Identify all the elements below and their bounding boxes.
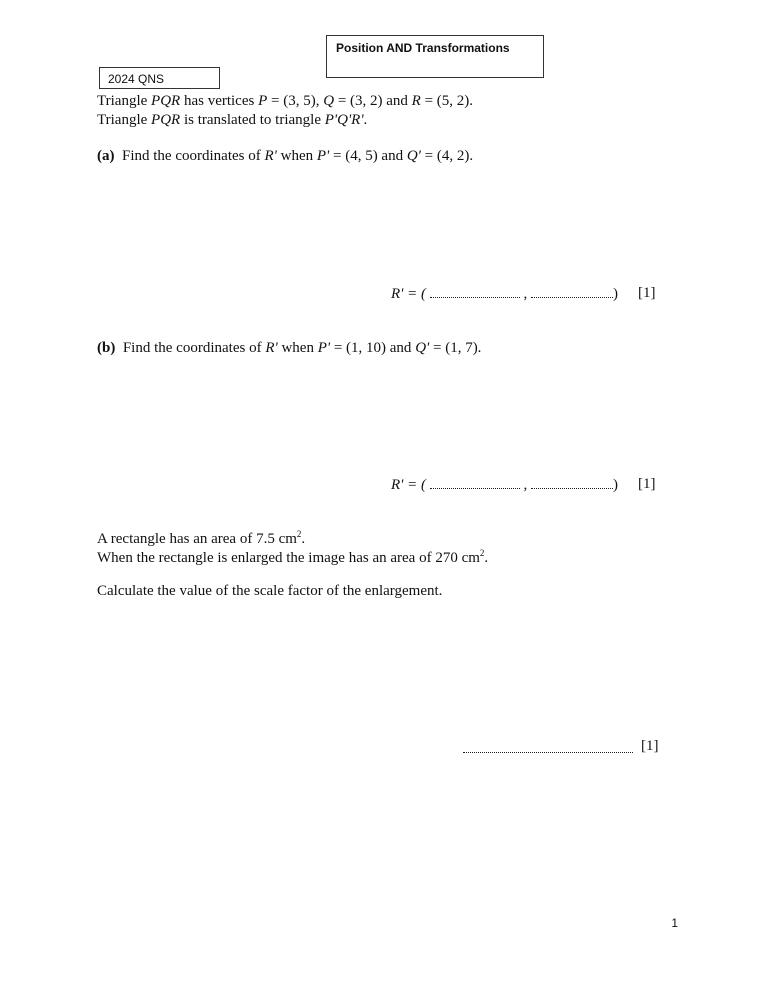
answer-blank-x[interactable] bbox=[430, 476, 520, 489]
q1-intro-line1 bbox=[97, 93, 473, 110]
text: when bbox=[276, 148, 317, 164]
text: P'Q'R' bbox=[324, 112, 364, 128]
text: . bbox=[363, 112, 368, 128]
text: P' bbox=[316, 148, 330, 164]
text: When the rectangle is enlarged the image has an area of 270 cm bbox=[97, 550, 480, 566]
text: = (3, 2) and bbox=[334, 93, 412, 109]
text: has vertices bbox=[180, 93, 259, 109]
answer-prefix: R' = ( bbox=[391, 477, 426, 493]
q2-line3: Calculate the value of the scale factor of the enlargement. bbox=[97, 583, 443, 599]
text: is translated to triangle bbox=[180, 112, 325, 128]
part-label: (b) bbox=[97, 340, 116, 356]
text: R bbox=[411, 93, 421, 109]
page-number: 1 bbox=[671, 916, 678, 930]
text: = (4, 5) and bbox=[329, 148, 407, 164]
q2-line2 bbox=[97, 548, 488, 567]
text: PQR bbox=[151, 93, 181, 109]
text: A rectangle has an area of 7.5 cm bbox=[97, 531, 297, 547]
text: when bbox=[277, 340, 318, 356]
comma: , bbox=[523, 477, 528, 493]
text: Triangle bbox=[97, 93, 152, 109]
q1a-prompt bbox=[97, 148, 473, 165]
superscript: 2 bbox=[479, 548, 485, 558]
text: = (5, 2). bbox=[420, 93, 474, 109]
text: PQR bbox=[151, 112, 181, 128]
page-title: Position AND Transformations bbox=[336, 41, 510, 55]
q1a-answer-line bbox=[391, 285, 618, 303]
part-label: (a) bbox=[97, 148, 115, 164]
superscript: 2 bbox=[296, 529, 302, 539]
q2-line1 bbox=[97, 529, 305, 548]
year-tag: 2024 QNS bbox=[99, 67, 220, 89]
close-paren: ) bbox=[613, 286, 618, 302]
text: Q bbox=[323, 93, 335, 109]
text: = (1, 7). bbox=[429, 340, 482, 356]
answer-blank-x[interactable] bbox=[430, 285, 520, 298]
text: . bbox=[484, 550, 489, 566]
text: = (1, 10) and bbox=[330, 340, 416, 356]
text: P' bbox=[317, 340, 331, 356]
answer-blank[interactable] bbox=[463, 740, 633, 753]
answer-blank-y[interactable] bbox=[531, 476, 613, 489]
text: = (3, 5), bbox=[267, 93, 324, 109]
answer-prefix: R' = ( bbox=[391, 286, 426, 302]
q1-intro-line2 bbox=[97, 112, 367, 129]
q2-answer-line bbox=[463, 740, 633, 758]
close-paren: ) bbox=[613, 477, 618, 493]
q1b-mark: [1] bbox=[638, 476, 656, 492]
text: Find the coordinates of bbox=[122, 148, 265, 164]
text: P bbox=[258, 93, 268, 109]
text: . bbox=[301, 531, 306, 547]
q2-mark: [1] bbox=[641, 738, 659, 754]
text: Triangle bbox=[97, 112, 152, 128]
q1b-prompt bbox=[97, 340, 481, 357]
q1a-mark: [1] bbox=[638, 285, 656, 301]
text: R' bbox=[265, 340, 278, 356]
text: Q' bbox=[415, 340, 430, 356]
comma: , bbox=[523, 286, 528, 302]
answer-blank-y[interactable] bbox=[531, 285, 613, 298]
text: R' bbox=[264, 148, 277, 164]
text: Q' bbox=[406, 148, 421, 164]
q1b-answer-line bbox=[391, 476, 618, 494]
text: = (4, 2). bbox=[420, 148, 474, 164]
text: Find the coordinates of bbox=[122, 340, 266, 356]
